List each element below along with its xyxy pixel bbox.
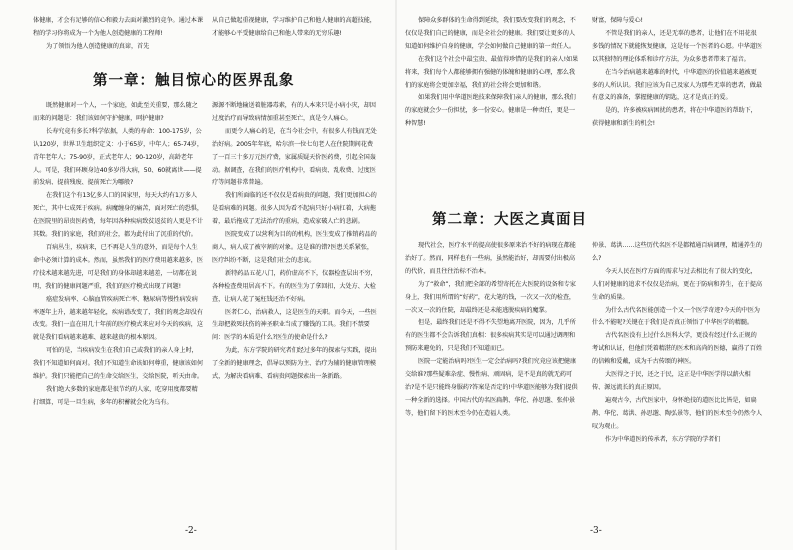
paragraph: 我们绝大多数的家庭都是很节约的人家，吃穿用度都要精打细算，可是一旦生病，多年的积蓄就会化为乌有。 — [33, 385, 198, 406]
right-column-4 — [592, 240, 762, 520]
paragraph: 是的，许多被疾病困扰的患者，将在中华道医的帮助下，获得健康和新生的机会! — [592, 107, 757, 128]
paragraph: 为什么古代名医能创造一个又一个医学奇迹?今天的中医为什么不能呢?关键在于我们是否真正领悟了中华医学的精髓。 — [592, 306, 760, 327]
left-column-1 — [33, 100, 203, 518]
paragraph: 既然健康对一个人，一个家庭，如此至关重要，那么随之而来的问题是：我们该如何守护健康，呵护健康? — [33, 102, 198, 122]
paragraph: 大医得之于民，还之于民，这正是中华医学得以薪火相传、源远流长的真正原因。 — [592, 371, 751, 391]
paragraph: 在当今治病越来越难的时代，中华道医的价值越来越被更多的人所认识。我们应该为自己及家人为那些无辜的患者，做最有意义的准备，掌握健康的钥匙，这才是真正的爱。 — [592, 68, 762, 102]
paragraph: 为此，东方学院的研究者们经过多年的探索与实践，提出了全新的健康理念，倡导以预防为主、治疗为辅的健康管理模式，为解决看病难、看病贵问题探索出一条新路。 — [212, 347, 377, 381]
paragraph: 而更令人痛心的是，在当今社会中，有很多人有钱而无处治好病。2005年年底，哈尔滨一位七旬老人在住院期间花费了一百三十多万元医疗费，家属质疑天价医药费，引起全国轰动。据调查，在我们的医疗机构中，看病贵、乱收费、过度医疗等问题非常普遍。 — [212, 127, 377, 187]
left-col1-intro — [33, 15, 203, 54]
paragraph: 古代名医没有上过什么医科大学，更没有经过什么正规的考试和认证，但他们凭着精湛的医术和高尚的医德，赢得了百姓的信赖和爱戴，成为千古传颂的神医。 — [592, 332, 762, 366]
paragraph: 为了“救命”，我们把全部的希望寄托在大医院的设备和专家身上，我们用所谓的“好药”，花大笔的钱，一次又一次的检查，一次又一次的住院，却最终还是未能逃脱疾病的魔掌。 — [405, 280, 576, 314]
paragraph: 作为中华道医的传承者，东方学院的学者们 — [605, 435, 721, 443]
paragraph: 源源不断地输送着脏器毒素，有的人本来只是小病小灾，却因过度治疗而导致病情加重甚至死亡，真是令人痛心。 — [212, 102, 376, 122]
paragraph: 在我们这个社会中最宝贵、最值得珍惜的是我们的亲人!如果将来，我们每个人都能够拥有强健的体魄和健康的心理，那么我们的家庭将会更加幸福，我们的社会将会更加和谐。 — [405, 55, 579, 89]
paragraph: 癌症发病率、心脑血管疾病死亡率、糖尿病等慢性病发病率逐年上升，越来越年轻化，疾病谱改变了，我们的观念却没有改变。我们一直在用几十年前的医疗模式来应对今天的疾病，这就是我们看病越来越难、越来越贵的根本原因。 — [33, 295, 203, 342]
paragraph: 保障众多群体的生命得到延续，我们要改变我们的观念，不仅仅是我们自己的健康，而是全社会的健康。我们要让更多的人知道如何维护自身的健康，学会如何做自己健康的第一责任人。 — [405, 17, 576, 50]
left-column-2 — [212, 100, 377, 518]
paragraph: 可怕的是，当疾病发生在我们自己或我们的亲人身上时，我们不知道如何面对。我们不知道生命该如何尊重，健康该如何维护。我们只能把自己的生命交给医生，交给医院，听天由命。 — [33, 347, 203, 381]
paragraph: 百病丛生，疾病来，已不再是人生的意外，而是每个人生命中必须计算的成本。然而，虽然我们的医疗费用越来越多，医疗技术越来越先进，可是我们的身体却越来越差，一切都在说明，我们的健康问题严重，我们的医疗模式出现了问题! — [33, 243, 203, 290]
paragraph: 如果我们用中华道医绝技来保障我们亲人的健康，那么我们的家庭就会少一份担忧，多一份安心。健康是一种责任，更是一种智慧! — [405, 94, 576, 128]
paragraph: 遍观古今，古代医家中，身怀绝技的道医比比皆是，如扁鹊、华佗、葛洪、孙思邈、陶弘景等，他们的医术至今仍然令人叹为观止。 — [592, 396, 762, 430]
paragraph: 我们所面临的还不仅仅是看病贵的问题，我们更加担心的是看病难的问题。很多人因为看不起病只好小病扛着，大病拖着，最后拖成了无法治疗的重病，造成家破人亡的悲剧。 — [212, 192, 377, 226]
chapter-two-title: 第二章：大医之真面目 — [432, 211, 587, 228]
paragraph: 医院一定能治病吗?医生一定会治病吗?我们究竟应该把健康交给谁?那些疑难杂症、慢性病、顽固病，是不是真的就无药可治?是不是只能终身服药?答案是否定的!中华道医能够为我们提供一种全新的选择。中国古代的名医扁鹊、华佗、孙思邈、张仲景等，他们留下的医术至今仍在造福人类。 — [405, 358, 578, 417]
left-col2-intro — [212, 15, 377, 41]
paragraph: 长寿究竟有多长?科学依据，人类的寿命：100-175岁，公认120岁，世界卫生组织定义：小于65岁，中年人；65-74岁，青年老年人；75-90岁，正式老年人；90-120岁，高龄老年人。可是，我们环顾身边40多岁得大病，50、60就离世——提前发病、提前残废、提前死亡为哪般? — [33, 127, 203, 187]
paragraph: 现代社会，医疗水平的提高使很多原来治不好的病现在都能治好了。然而，同样也有一些病，虽然能治好，却需要付出极高的代价，而且往往治标不治本。 — [405, 242, 576, 275]
paragraph: 今天人民在医疗方面的需求与过去相比有了很大的变化，人们对健康的追求不仅仅是治病，更在于防病和养生，在于提高生命的质量。 — [592, 267, 762, 301]
page-fold — [395, 0, 397, 550]
chapter-one-title: 第一章：触目惊心的医界乱象 — [93, 72, 295, 89]
paragraph: 为了领悟为他人创造健康的真谛，首先 — [46, 42, 150, 50]
paragraph: 仲景、葛洪……这些历代名医不是都精通百病调理，精通养生的么? — [592, 242, 762, 262]
paragraph: 医者仁心，治病救人，这是医生的天职。而今天，一些医生却把救死扶伤的神圣职业当成了赚钱的工具。我们不禁要问：医学的本质是什么?医生的使命是什么? — [212, 308, 377, 342]
right-col3-intro — [405, 15, 580, 200]
paragraph: 不管是我们的亲人，还是无辜的患者，让他们在不用花很多钱的情况下就能恢复健康，这是每一个医者的心愿。中华道医以其独特的理论体系和诊疗方法，为众多患者带来了福音。 — [592, 29, 762, 63]
paragraph: 财富，保障与爱心! — [592, 17, 643, 24]
paragraph: 但是，最终我们还是不得不失望地离开医院，因为，几乎所有的医生都不会告诉我们真相：很多疾病其实是可以通过调理和预防来避免的，只是我们不知道而已。 — [405, 319, 576, 353]
paragraph: 从自己做起重视健康，学习维护自己和他人健康的高超技能，才能够心平受健康给自己和他人带来的无穷乐趣! — [212, 17, 376, 37]
right-column-3 — [405, 240, 580, 520]
paragraph: 体健康，才会有足够的信心和毅力去面对激烈的竞争。通过本课程的学习你将成为一个为他人创造健康的工程师! — [33, 17, 203, 37]
paragraph: 在我们这个有13亿多人口的国家里，每天大约有1万多人死亡，其中七成死于疾病。病魔缠身的痛苦，面对死亡的恐惧，在医院里的昂贵医药费，每年因各种疾病致贫返贫的人更是不计其数。我们的家庭，我们的社会，都为此付出了沉重的代价。 — [33, 192, 203, 239]
paragraph: 医院变成了以营利为目的的机构，医生变成了推销药品的商人，病人成了被宰割的对象。这是谁的错?医患关系紧张，医疗纠纷不断，这是我们社会的悲哀。 — [212, 231, 377, 264]
page-number-right: -3- — [590, 526, 602, 536]
right-col4-intro — [592, 15, 762, 200]
paragraph: 新特药品五花八门，药价虚高不下，仪器检查层出不穷，各种检查费用居高不下。有的医生为了拿回扣，大处方、大检查，让病人花了冤枉钱还治不好病。 — [212, 269, 377, 303]
page-number-left: -2- — [185, 526, 197, 536]
